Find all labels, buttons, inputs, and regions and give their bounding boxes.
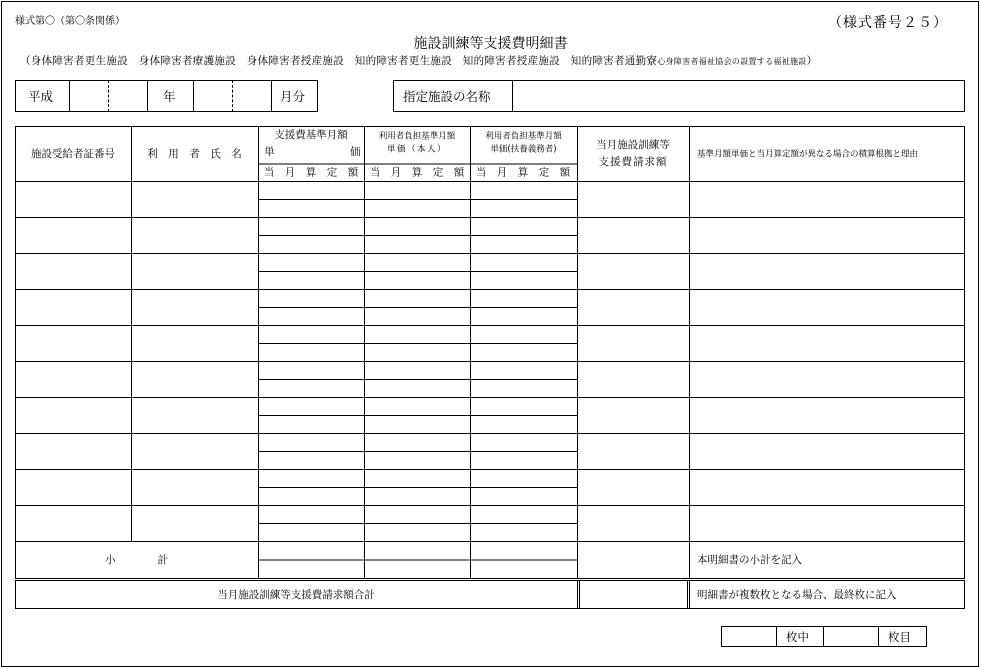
monthly-amount-cell[interactable] [365, 452, 470, 469]
monthly-amount-cell[interactable] [259, 344, 364, 361]
claim-amount-cell[interactable] [578, 254, 689, 289]
monthly-amount-cell[interactable] [471, 488, 576, 505]
subtotal-amount-cell[interactable] [259, 560, 364, 577]
monthly-amount-cell[interactable] [471, 236, 576, 253]
total-label: 当月施設訓練等支援費請求額合計 [217, 589, 375, 601]
sheets-label: 枚中 [786, 629, 809, 644]
header-base-unit: 支援費基準月額 [274, 129, 348, 141]
claim-amount-cell[interactable] [578, 470, 689, 505]
user-name-cell[interactable] [132, 326, 258, 361]
support-burden-cell[interactable] [471, 470, 576, 487]
claim-amount-cell[interactable] [578, 434, 689, 469]
monthly-amount-cell[interactable] [259, 488, 364, 505]
subtotal-amount-cell[interactable] [365, 560, 470, 577]
support-burden-cell[interactable] [471, 398, 576, 415]
cert-number-cell[interactable] [16, 470, 131, 505]
self-burden-cell[interactable] [365, 326, 470, 343]
monthly-amount-cell[interactable] [259, 416, 364, 433]
cert-number-cell[interactable] [16, 218, 131, 253]
form-number: （様式番号２５） [828, 15, 948, 31]
claim-amount-cell[interactable] [578, 326, 689, 361]
monthly-amount-cell[interactable] [471, 416, 576, 433]
monthly-amount-cell[interactable] [471, 200, 576, 217]
subtotal-note: 本明細書の小計を記入 [697, 554, 802, 566]
support-burden-cell[interactable] [471, 326, 576, 343]
reason-cell[interactable] [690, 290, 964, 325]
monthly-amount-cell[interactable] [365, 416, 470, 433]
monthly-amount-cell[interactable] [365, 524, 470, 541]
self-burden-cell[interactable] [365, 182, 470, 199]
user-name-cell[interactable] [132, 470, 258, 505]
subtotal-unit-cell[interactable] [471, 542, 576, 559]
support-burden-cell[interactable] [471, 182, 576, 199]
header-self-burden-unit: 単価（本人） [386, 144, 448, 155]
year-label: 年 [163, 89, 176, 104]
total-note: 明細書が複数枚となる場合、最終枚に記入 [697, 589, 897, 601]
reason-cell[interactable] [690, 398, 964, 433]
monthly-amount-cell[interactable] [471, 452, 576, 469]
base-unit-cell[interactable] [259, 290, 364, 307]
claim-amount-cell[interactable] [578, 506, 689, 541]
base-unit-cell[interactable] [259, 434, 364, 451]
support-burden-cell[interactable] [471, 254, 576, 271]
cert-number-cell[interactable] [16, 326, 131, 361]
subtotal-unit-cell[interactable] [259, 542, 364, 559]
subtotal-claim-cell[interactable] [578, 542, 689, 578]
facility-types-small: 心身障害者福祉協会の設置する福祉施設 [657, 57, 807, 66]
subtotal-label: 小 計 [105, 554, 168, 566]
cert-number-cell[interactable] [16, 254, 131, 289]
subtotal-amount-cell[interactable] [471, 560, 576, 577]
claim-amount-cell[interactable] [578, 218, 689, 253]
cert-number-cell[interactable] [16, 506, 131, 541]
cert-number-cell[interactable] [16, 398, 131, 433]
self-burden-cell[interactable] [365, 218, 470, 235]
claim-amount-cell[interactable] [578, 182, 689, 217]
month-label: 月分 [280, 89, 306, 104]
monthly-amount-cell[interactable] [259, 524, 364, 541]
claim-amount-cell[interactable] [578, 398, 689, 433]
document-title: 施設訓練等支援費明細書 [413, 36, 568, 52]
support-burden-cell[interactable] [471, 218, 576, 235]
base-unit-cell[interactable] [259, 470, 364, 487]
base-unit-cell[interactable] [259, 218, 364, 235]
sheet-no-label: 枚目 [888, 629, 911, 644]
pager-divider [878, 626, 879, 647]
monthly-amount-cell[interactable] [471, 308, 576, 325]
user-name-cell[interactable] [132, 254, 258, 289]
support-burden-cell[interactable] [471, 506, 576, 523]
header-base-unit-ka: 価 [350, 146, 361, 158]
monthly-amount-cell[interactable] [259, 236, 364, 253]
monthly-amount-cell[interactable] [365, 344, 470, 361]
monthly-amount-cell[interactable] [471, 344, 576, 361]
cert-number-cell[interactable] [16, 182, 131, 217]
reason-cell[interactable] [690, 434, 964, 469]
header-user-name: 利 用 者 氏 名 [147, 148, 242, 160]
header-reason: 基準月額単価と当月算定額が異なる場合の積算根拠と理由 [697, 149, 919, 160]
self-burden-cell[interactable] [365, 470, 470, 487]
base-unit-cell[interactable] [259, 398, 364, 415]
header-monthly-amount: 当 月 算 定 額 [475, 166, 571, 179]
header-support-burden: 利用者負担基準月額 [485, 131, 562, 142]
monthly-amount-cell[interactable] [259, 308, 364, 325]
monthly-amount-cell[interactable] [259, 272, 364, 289]
self-burden-cell[interactable] [365, 362, 470, 379]
base-unit-cell[interactable] [259, 326, 364, 343]
monthly-amount-cell[interactable] [259, 452, 364, 469]
monthly-amount-cell[interactable] [365, 380, 470, 397]
user-name-cell[interactable] [132, 290, 258, 325]
monthly-amount-cell[interactable] [365, 272, 470, 289]
reason-cell[interactable] [690, 506, 964, 541]
reason-cell[interactable] [690, 218, 964, 253]
support-burden-cell[interactable] [471, 290, 576, 307]
reason-cell[interactable] [690, 182, 964, 217]
self-burden-cell[interactable] [365, 434, 470, 451]
header-cert-number: 施設受給者証番号 [31, 148, 115, 160]
monthly-amount-cell[interactable] [365, 308, 470, 325]
base-unit-cell[interactable] [259, 254, 364, 271]
base-unit-cell[interactable] [259, 362, 364, 379]
total-sheets-input[interactable] [722, 627, 775, 646]
subtotal-unit-cell[interactable] [365, 542, 470, 559]
user-name-cell[interactable] [132, 434, 258, 469]
self-burden-cell[interactable] [365, 254, 470, 271]
total-claim-cell[interactable] [580, 581, 687, 608]
header-monthly-amount: 当 月 算 定 額 [369, 166, 465, 179]
monthly-amount-cell[interactable] [365, 236, 470, 253]
reason-cell[interactable] [690, 326, 964, 361]
header-support-burden-unit: 単価(扶養義務者) [490, 144, 557, 155]
monthly-amount-cell[interactable] [259, 200, 364, 217]
monthly-amount-cell[interactable] [471, 524, 576, 541]
sheet-no-input[interactable] [824, 627, 877, 646]
reason-cell[interactable] [690, 470, 964, 505]
monthly-amount-cell[interactable] [365, 200, 470, 217]
monthly-amount-cell[interactable] [259, 380, 364, 397]
header-base-unit-tan: 単 [264, 146, 275, 158]
reason-cell[interactable] [690, 362, 964, 397]
support-burden-cell[interactable] [471, 362, 576, 379]
self-burden-cell[interactable] [365, 290, 470, 307]
user-name-cell[interactable] [132, 398, 258, 433]
cert-number-cell[interactable] [16, 362, 131, 397]
self-burden-cell[interactable] [365, 398, 470, 415]
facility-types-list: （身体障害者更生施設 身体障害者療護施設 身体障害者授産施設 知的障害者更生施設 知的障害者授産施設 知的障害者通勤寮 [20, 55, 658, 67]
monthly-amount-cell[interactable] [365, 488, 470, 505]
pager-divider [776, 626, 777, 647]
facility-name-label: 指定施設の名称 [403, 89, 491, 104]
header-claim-line2: 支援費請求額 [598, 156, 668, 168]
cert-number-cell[interactable] [16, 290, 131, 325]
monthly-amount-cell[interactable] [471, 380, 576, 397]
claim-amount-cell[interactable] [578, 362, 689, 397]
user-name-cell[interactable] [132, 506, 258, 541]
user-name-cell[interactable] [132, 182, 258, 217]
base-unit-cell[interactable] [259, 506, 364, 523]
reason-cell[interactable] [690, 254, 964, 289]
era-label: 平成 [28, 89, 54, 104]
user-name-cell[interactable] [132, 362, 258, 397]
self-burden-cell[interactable] [365, 506, 470, 523]
claim-amount-cell[interactable] [578, 290, 689, 325]
facility-types-close: ） [806, 55, 818, 67]
header-claim: 当月施設訓練等 [596, 139, 670, 151]
support-burden-cell[interactable] [471, 434, 576, 451]
monthly-amount-cell[interactable] [471, 272, 576, 289]
user-name-cell[interactable] [132, 218, 258, 253]
header-monthly-amount: 当 月 算 定 額 [263, 166, 359, 179]
form-label: 様式第〇（第〇条関係） [15, 16, 125, 27]
header-self-burden: 利用者負担基準月額 [378, 131, 456, 142]
cert-number-cell[interactable] [16, 434, 131, 469]
base-unit-cell[interactable] [259, 182, 364, 199]
